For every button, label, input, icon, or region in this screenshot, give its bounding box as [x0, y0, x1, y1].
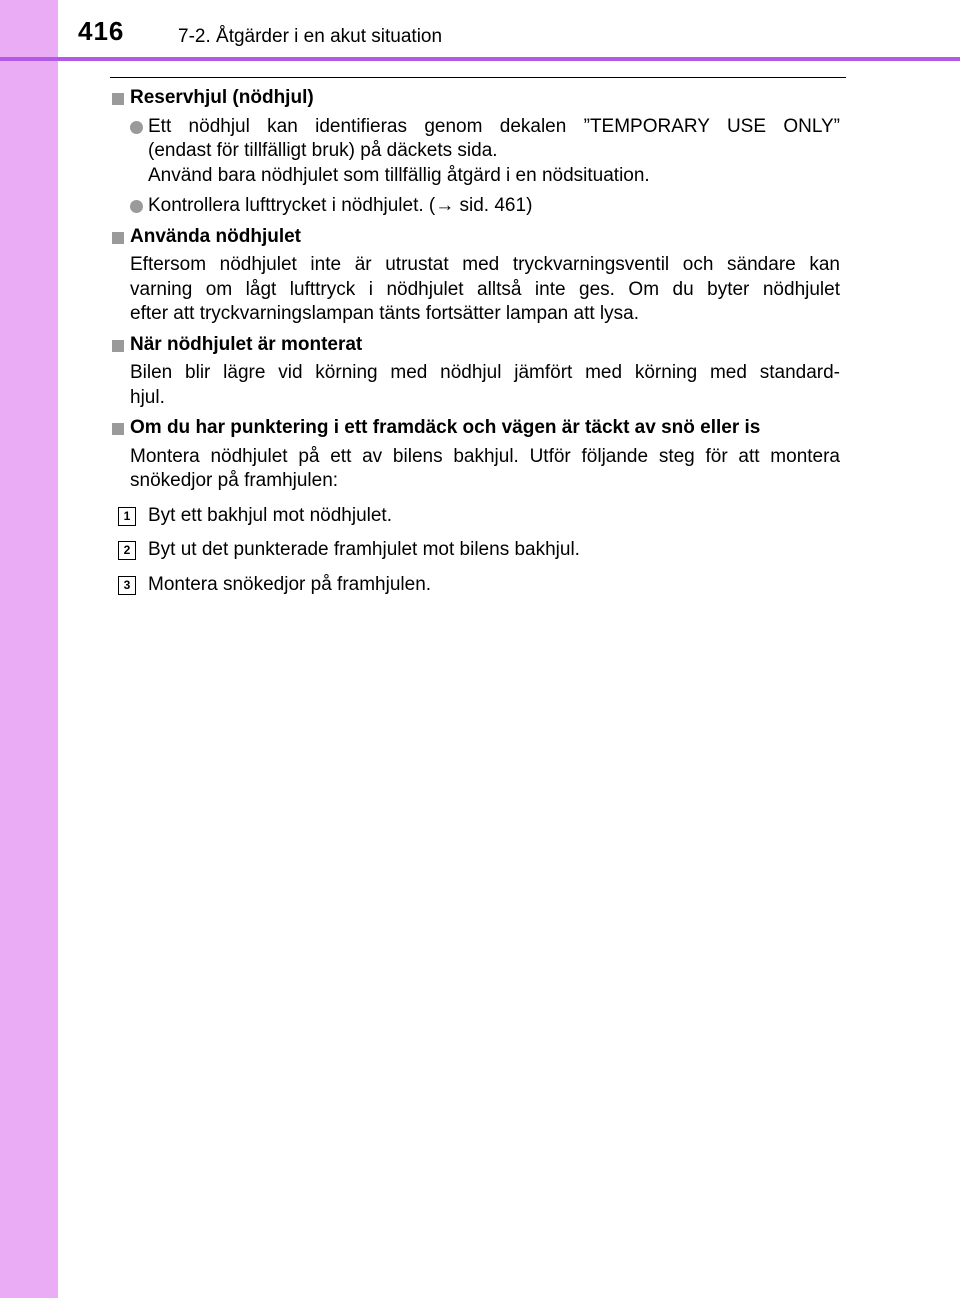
section-title: 7-2. Åtgärder i en akut situation	[178, 26, 443, 47]
step-text: Byt ut det punkterade framhjulet mot bilens bakhjul.	[148, 539, 580, 560]
step-number-badge: 2	[118, 541, 136, 560]
square-bullet-icon	[112, 232, 124, 244]
paragraph-line: snökedjor på framhjulen:	[130, 470, 339, 491]
bullet-line: (endast för tillfälligt bruk) på däckets sida.	[148, 140, 498, 161]
step-number-badge: 1	[118, 507, 136, 526]
paragraph-line: Eftersom nödhjulet inte är utrustat med tryckvarningsventil och sändare kan	[130, 254, 840, 275]
page-number: 416	[78, 16, 125, 46]
paragraph-line: Bilen blir lägre vid körning med nödhjul jämfört med körning med standard-	[130, 362, 840, 383]
round-bullet-icon	[130, 200, 143, 213]
step-text: Byt ett bakhjul mot nödhjulet.	[148, 504, 392, 526]
bullet-line: Ett nödhjul kan identifieras genom dekalen ”TEMPORARY USE ONLY”	[148, 115, 840, 137]
paragraph-line: Montera nödhjulet på ett av bilens bakhjul. Utför följande steg för att montera	[130, 445, 840, 467]
section-heading-monterat	[110, 333, 840, 358]
square-bullet-icon	[112, 423, 124, 435]
square-bullet-icon	[112, 340, 124, 352]
bullet-line: Använd bara nödhjulet som tillfällig åtgärd i en nödsituation.	[148, 164, 650, 186]
sidebar-color-tab	[0, 0, 58, 1298]
paragraph-line: varning om lågt lufttryck i nödhjulet alltså inte ges. Om du byter nödhjulet	[130, 278, 840, 300]
heading-text: När nödhjulet är monterat	[130, 333, 363, 355]
paragraph-line: hjul.	[130, 386, 165, 408]
section-heading-punktering	[110, 416, 840, 441]
step-number-badge: 3	[118, 576, 136, 595]
section-heading-anvanda	[110, 225, 840, 250]
body-paragraph	[110, 445, 840, 494]
round-bullet-icon	[130, 121, 143, 134]
bullet-line: Kontrollera lufttrycket i nödhjulet. (→ sid. 461)	[148, 195, 533, 216]
body-paragraph	[110, 361, 840, 410]
body-paragraph	[110, 253, 840, 327]
paragraph-line: efter att tryckvarningslampan tänts fortsätter lampan att lysa.	[130, 303, 640, 324]
section-heading-reservhjul	[110, 86, 840, 111]
content-divider	[110, 77, 846, 78]
page-content	[110, 86, 840, 605]
heading-text: Använda nödhjulet	[130, 225, 301, 247]
header-divider	[0, 57, 960, 61]
step-item	[110, 504, 840, 529]
bullet-item	[110, 194, 840, 219]
heading-text: Om du har punktering i ett framdäck och vägen är täckt av snö eller is	[130, 417, 761, 438]
heading-text: Reservhjul (nödhjul)	[130, 87, 314, 108]
step-text: Montera snökedjor på framhjulen.	[148, 573, 432, 595]
step-item	[110, 538, 840, 563]
square-bullet-icon	[112, 93, 124, 105]
step-item	[110, 573, 840, 598]
bullet-item	[110, 115, 840, 189]
